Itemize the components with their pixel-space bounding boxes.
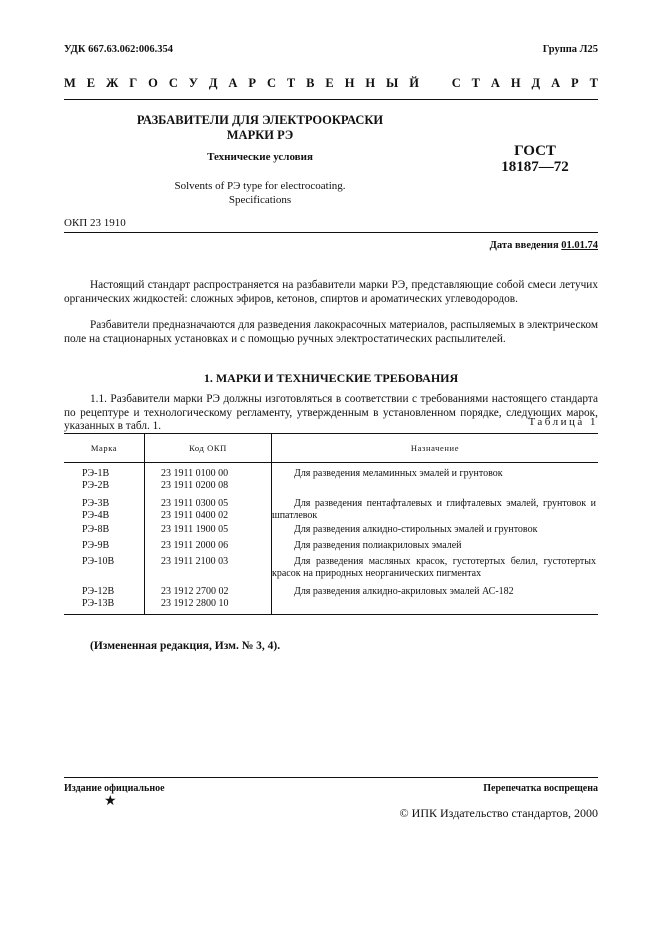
- intro-date-label: Дата введения: [489, 240, 559, 251]
- intro-paragraph-1: [64, 279, 598, 306]
- mark-value: РЭ-13В: [82, 598, 115, 609]
- column-header-okp-code: Код ОКП: [145, 434, 272, 463]
- okp-code-value: 23 1911 1900 05: [161, 524, 229, 535]
- okp-code-value: 23 1911 0100 00: [161, 468, 229, 479]
- header-rule: [64, 99, 598, 100]
- standard-type-heading: [64, 76, 598, 91]
- table-row: [64, 463, 598, 493]
- table-row: [64, 536, 598, 552]
- heading-letter: Ы: [386, 76, 399, 90]
- heading-letter: А: [551, 76, 561, 90]
- heading-letter: О: [148, 76, 158, 90]
- title-line-1: РАЗБАВИТЕЛИ ДЛЯ ЭЛЕКТРООКРАСКИ: [136, 113, 384, 127]
- table-caption: Таблица 1: [528, 416, 598, 428]
- purpose-value: Для разведения алкидно-стирольных эмалей и грунтовок: [294, 524, 538, 535]
- cell-purpose: [272, 463, 599, 493]
- reprint-notice: Перепечатка воспрещена: [483, 783, 598, 794]
- heading-letter: Й: [409, 76, 419, 90]
- table-row: [64, 552, 598, 580]
- okp-code-value: 23 1911 0200 08: [161, 480, 229, 491]
- okp-code-value: 23 1912 2700 02: [161, 586, 229, 597]
- purpose-value: Для разведения полиакриловых эмалей: [294, 540, 462, 551]
- column-header-purpose: Назначение: [272, 434, 599, 463]
- mark-value: РЭ-12В: [82, 586, 115, 597]
- heading-letter: В: [306, 76, 315, 90]
- purpose-value: Для разведения пентафталевых и глифталевых эмалей, грунтовок и шпатлевок: [272, 498, 596, 521]
- okp-rule: [64, 232, 598, 233]
- heading-letter: Г: [129, 76, 138, 90]
- heading-letter: Т: [286, 76, 296, 90]
- intro-date: [490, 240, 598, 251]
- okp-code-value: 23 1912 2800 10: [161, 598, 229, 609]
- cell-okp-code: [145, 552, 272, 580]
- heading-letter: Н: [365, 76, 376, 90]
- cell-purpose: [272, 492, 599, 522]
- cell-mark: [64, 536, 145, 552]
- table-row: [64, 492, 598, 522]
- intro-paragraph-1-text: Настоящий стандарт распространяется на разбавители марки РЭ, представляющие собой смеси летучих органических жидкостей: сложных эфиров, кетонов, спиртов и ароматических углеводородов.: [64, 279, 598, 305]
- group-code: Группа Л25: [542, 44, 598, 55]
- okp-code-value: 23 1911 2100 03: [161, 556, 229, 567]
- cell-purpose: [272, 522, 599, 536]
- clause-1-1: [64, 393, 598, 434]
- cell-okp-code: [145, 536, 272, 552]
- heading-letter: Ж: [106, 76, 119, 90]
- english-title-line-2: Specifications: [228, 194, 292, 206]
- cell-mark: [64, 522, 145, 536]
- okp-code-value: 23 1911 0400 02: [161, 510, 229, 521]
- heading-letter: Н: [510, 76, 521, 90]
- document-subtitle: Технические условия: [207, 151, 313, 163]
- purpose-value: Для разведения масляных красок, густотертых белил, густотертых красок на природных неорганических пигментах: [272, 556, 596, 579]
- okp-code: ОКП 23 1910: [64, 217, 126, 229]
- title-line-2: МАРКИ РЭ: [226, 128, 294, 142]
- clause-1-1-text: 1.1. Разбавители марки РЭ должны изготовляться в соответствии с требованиями настоящего стандарта по рецептуре и технологическому регламенту, утвержденным в установленном порядке, следующих марок, указанных в табл. 1.: [64, 393, 598, 432]
- footer-rule: [64, 777, 598, 778]
- revision-note: (Измененная редакция, Изм. № 3, 4).: [90, 640, 281, 652]
- mark-value: РЭ-1В: [82, 468, 110, 479]
- mark-value: РЭ-2В: [82, 480, 110, 491]
- table-header-row: [64, 434, 598, 463]
- document-title: [110, 113, 410, 143]
- heading-letter: Н: [344, 76, 355, 90]
- gost-designation: [480, 143, 590, 175]
- okp-code-value: 23 1911 0300 05: [161, 498, 229, 509]
- mark-value: РЭ-9В: [82, 540, 110, 551]
- cell-purpose: [272, 580, 599, 615]
- okp-code-value: 23 1911 2000 06: [161, 540, 229, 551]
- cell-okp-code: [145, 580, 272, 615]
- heading-letter: Р: [248, 76, 257, 90]
- official-edition-label: Издание официальное: [64, 783, 165, 794]
- cell-mark: [64, 580, 145, 615]
- intro-paragraph-2-text: Разбавители предназначаются для разведения лакокрасочных материалов, распыляемых в электрическом поле на стационарных установках и с помощью ручных электростатических распылителей.: [64, 319, 598, 345]
- heading-letter: А: [490, 76, 500, 90]
- udk-code: УДК 667.63.062:006.354: [64, 44, 173, 55]
- section-1-title: 1. МАРКИ И ТЕХНИЧЕСКИЕ ТРЕБОВАНИЯ: [203, 371, 459, 385]
- cell-purpose: [272, 552, 599, 580]
- star-icon: ★: [104, 794, 117, 809]
- heading-letter: Д: [208, 76, 218, 90]
- heading-letter: А: [228, 76, 238, 90]
- gost-number: 18187—72: [501, 159, 569, 175]
- mark-value: РЭ-10В: [82, 556, 115, 567]
- heading-letter: Д: [531, 76, 541, 90]
- heading-letter: С: [168, 76, 178, 90]
- intro-date-value: 01.01.74: [561, 240, 598, 251]
- purpose-value: Для разведения алкидно-акриловых эмалей АС-182: [294, 586, 514, 597]
- english-title: [110, 179, 410, 207]
- english-title-line-1: Solvents of РЭ type for electrocoating.: [174, 180, 346, 192]
- cell-mark: [64, 463, 145, 493]
- heading-letter: У: [188, 76, 198, 90]
- intro-paragraph-2: [64, 319, 598, 346]
- cell-okp-code: [145, 463, 272, 493]
- heading-letter: С: [451, 76, 461, 90]
- table-row: [64, 522, 598, 536]
- cell-mark: [64, 492, 145, 522]
- cell-okp-code: [145, 522, 272, 536]
- marks-table: [64, 433, 598, 615]
- heading-letter: М: [64, 76, 76, 90]
- heading-letter: Т: [471, 76, 480, 90]
- cell-mark: [64, 552, 145, 580]
- cell-okp-code: [145, 492, 272, 522]
- mark-value: РЭ-4В: [82, 510, 110, 521]
- heading-letter: С: [266, 76, 276, 90]
- heading-letter: Р: [571, 76, 579, 90]
- heading-letter: Е: [325, 76, 334, 90]
- table-row: [64, 580, 598, 615]
- copyright: © ИПК Издательство стандартов, 2000: [399, 806, 598, 820]
- cell-purpose: [272, 536, 599, 552]
- heading-letter: Т: [589, 76, 598, 90]
- heading-letter: Е: [86, 76, 96, 90]
- purpose-value: Для разведения меламинных эмалей и грунтовок: [294, 468, 503, 479]
- mark-value: РЭ-8В: [82, 524, 110, 535]
- column-header-mark: Марка: [64, 434, 145, 463]
- mark-value: РЭ-3В: [82, 498, 110, 509]
- gost-label: ГОСТ: [514, 143, 556, 159]
